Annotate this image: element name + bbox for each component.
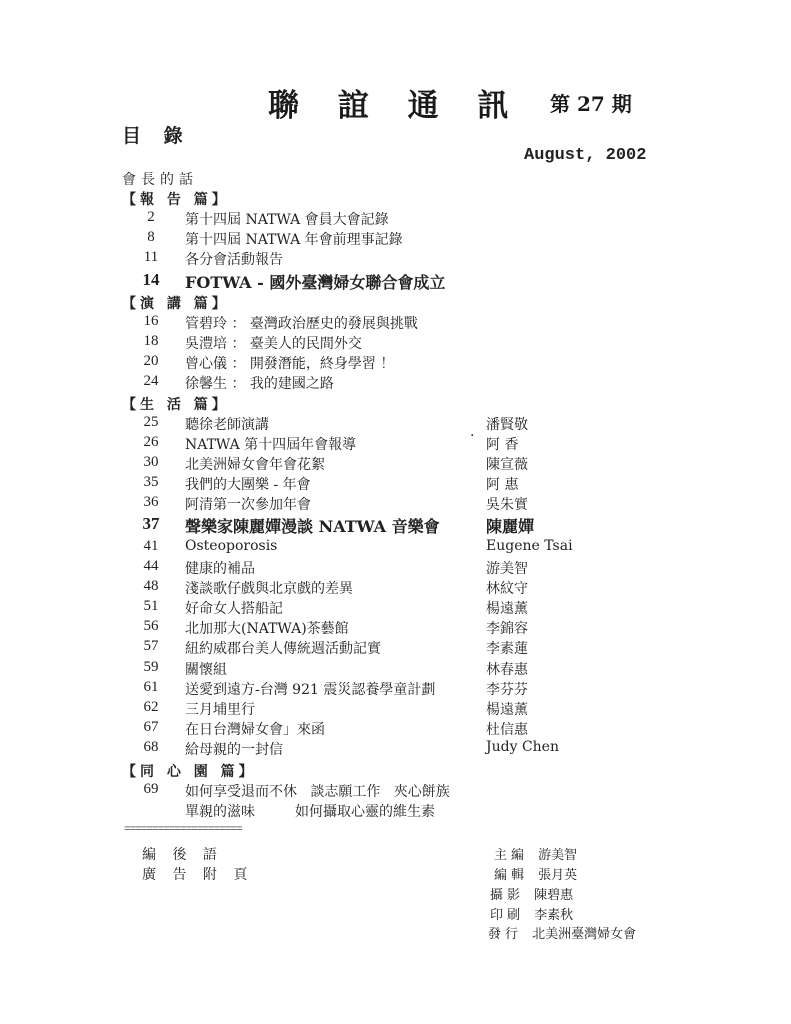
entry-author: 吳朱實	[486, 497, 528, 513]
credit-name: 北美洲臺灣婦女會	[532, 927, 637, 942]
page-number: 61	[143, 679, 159, 695]
page-number: 24	[143, 373, 159, 389]
entry-title: 管碧玲 ： 臺灣政治歷史的發展與挑戰	[185, 316, 418, 332]
issue-date: August, 2002	[524, 146, 647, 165]
afterword-entry: 編 後 語	[142, 847, 223, 863]
president-message-entry: 會長的話	[122, 172, 198, 188]
section-heading-reports: 【報 告 篇】	[122, 192, 230, 208]
credit-line	[488, 923, 636, 942]
stray-dot: .	[470, 424, 475, 440]
entry-title: 在日台灣婦女會」來函	[185, 722, 325, 738]
separator-line: =====================	[124, 824, 242, 836]
page-number: 37	[142, 514, 160, 533]
page-number: 62	[143, 699, 159, 715]
page-number: 67	[143, 719, 159, 735]
entry-author: 楊遠薰	[486, 601, 528, 617]
entry-title: NATWA 第十四屆年會報導	[185, 437, 357, 453]
toc-entry	[0, 454, 791, 474]
credit-role: 攝影	[490, 888, 525, 903]
toc-entry	[0, 598, 791, 618]
toc-entry	[0, 353, 791, 373]
entry-title: FOTWA - 國外臺灣婦女聯合會成立	[185, 273, 446, 292]
section-heading-together: 【同 心 園 篇】	[122, 764, 257, 780]
entry-author: 李芬芬	[486, 682, 528, 698]
toc-entry	[0, 578, 791, 598]
section-heading-speeches: 【演 講 篇】	[122, 296, 230, 312]
credit-line	[490, 904, 573, 923]
toc-entry	[0, 781, 791, 801]
page-number: 26	[143, 434, 159, 450]
credit-role: 編輯	[494, 868, 529, 883]
entry-author: 陳麗嬋	[486, 517, 535, 536]
entry-title: 徐馨生 ： 我的建國之路	[185, 376, 334, 392]
page-number: 35	[143, 474, 159, 490]
toc-entry-featured	[0, 270, 791, 290]
credit-line	[494, 844, 577, 863]
entry-title: 聽徐老師演講	[185, 417, 269, 433]
toc-entry	[0, 494, 791, 514]
credit-name: 陳碧惠	[534, 888, 574, 903]
entry-title: 給母親的一封信	[185, 742, 283, 758]
toc-entry	[0, 249, 791, 269]
section-heading-life: 【生 活 篇】	[122, 397, 230, 413]
page-number: 41	[143, 538, 159, 554]
page-number: 11	[143, 249, 159, 265]
credit-name: 游美智	[538, 848, 578, 863]
entry-title: 三月埔里行	[185, 702, 255, 718]
entry-title: 吳澧培 ： 臺美人的民間外交	[185, 336, 362, 352]
credit-role: 主編	[494, 848, 529, 863]
toc-entry	[0, 209, 791, 229]
credit-name: 李素秋	[534, 908, 574, 923]
entry-author: 林春惠	[486, 662, 528, 678]
toc-entry	[0, 699, 791, 719]
toc-entry	[0, 313, 791, 333]
entry-title: 送愛到遠方-台灣 921 震災認養學童計劃	[185, 682, 436, 698]
page-number: 69	[143, 781, 159, 797]
entry-title: 如何享受退而不休 談志願工作 夾心餅族	[185, 784, 450, 800]
issue-number: 第 27 期	[550, 92, 632, 116]
entry-title: 關懷組	[185, 662, 227, 678]
entry-title: 北美洲婦女會年會花絮	[185, 457, 325, 473]
entry-title: 第十四屆 NATWA 年會前理事記錄	[185, 232, 403, 248]
entry-title: 各分會活動報告	[185, 252, 283, 268]
entry-author: 潘賢敬	[486, 417, 528, 433]
page-number: 25	[143, 414, 159, 430]
toc-entry	[0, 414, 791, 434]
page-number: 68	[143, 739, 159, 755]
toc-entry	[0, 434, 791, 454]
credit-role: 發行	[488, 927, 523, 942]
entry-title: Osteoporosis	[185, 538, 278, 554]
newsletter-title: 聯 誼 通 訊	[268, 88, 523, 124]
credit-name: 張月英	[538, 868, 578, 883]
entry-author: 阿 香	[486, 437, 519, 453]
page-number: 48	[143, 578, 159, 594]
entry-author: 林紋守	[486, 581, 528, 597]
entry-title: 聲樂家陳麗嬋漫談 NATWA 音樂會	[185, 517, 440, 536]
page-number: 59	[143, 659, 159, 675]
entry-title: 淺談歌仔戲與北京戲的差異	[185, 581, 353, 597]
page-number: 30	[143, 454, 159, 470]
entry-title: 好命女人搭船記	[185, 601, 283, 617]
entry-title: 第十四屆 NATWA 會員大會記錄	[185, 212, 389, 228]
entry-title: 健康的補品	[185, 561, 255, 577]
toc-entry	[0, 659, 791, 679]
toc-entry	[0, 739, 791, 759]
entry-author: 阿 惠	[486, 477, 519, 493]
credit-line	[494, 864, 577, 883]
toc-entry	[0, 538, 791, 558]
page-number: 51	[143, 598, 159, 614]
entry-title: 紐約威郡台美人傳統週活動記實	[185, 641, 381, 657]
entry-author: Eugene Tsai	[486, 538, 573, 554]
entry-author: 游美智	[486, 561, 528, 577]
entry-author: 李錦容	[486, 621, 528, 637]
toc-entry	[0, 679, 791, 699]
toc-entry	[0, 638, 791, 658]
page-number: 44	[143, 558, 159, 574]
page-number: 56	[143, 618, 159, 634]
toc-entry	[0, 229, 791, 249]
ads-appendix-entry: 廣 告 附 頁	[142, 867, 254, 883]
entry-author: 楊遠薰	[486, 702, 528, 718]
page-number: 18	[143, 333, 159, 349]
page-number: 57	[143, 638, 159, 654]
entry-author: Judy Chen	[486, 739, 559, 755]
entry-title: 阿清第一次參加年會	[185, 497, 311, 513]
credit-role: 印刷	[490, 908, 525, 923]
entry-title: 北加那大(NATWA)茶藝館	[185, 621, 349, 637]
table-of-contents-heading: 目 錄	[122, 125, 191, 147]
page-number: 20	[143, 353, 159, 369]
entry-title: 單親的滋味 如何攝取心靈的維生素	[185, 804, 436, 820]
page-number: 8	[147, 229, 155, 245]
entry-author: 李素蓮	[486, 641, 528, 657]
page-number: 36	[143, 494, 159, 510]
toc-entry	[0, 719, 791, 739]
toc-entry	[0, 373, 791, 393]
entry-title: 曾心儀 ： 開發潛能，終身學習 ！	[185, 356, 395, 372]
toc-entry	[0, 333, 791, 353]
entry-author: 陳宣薇	[486, 457, 528, 473]
page-number: 16	[143, 313, 159, 329]
entry-title: 我們的大團樂 - 年會	[185, 477, 311, 493]
toc-entry	[0, 801, 791, 821]
page-number: 2	[147, 209, 155, 225]
credit-line	[490, 884, 573, 903]
entry-author: 杜信惠	[486, 722, 528, 738]
toc-entry	[0, 558, 791, 578]
toc-entry	[0, 618, 791, 638]
page-number: 14	[142, 270, 160, 289]
toc-entry-featured	[0, 514, 791, 534]
toc-entry	[0, 474, 791, 494]
